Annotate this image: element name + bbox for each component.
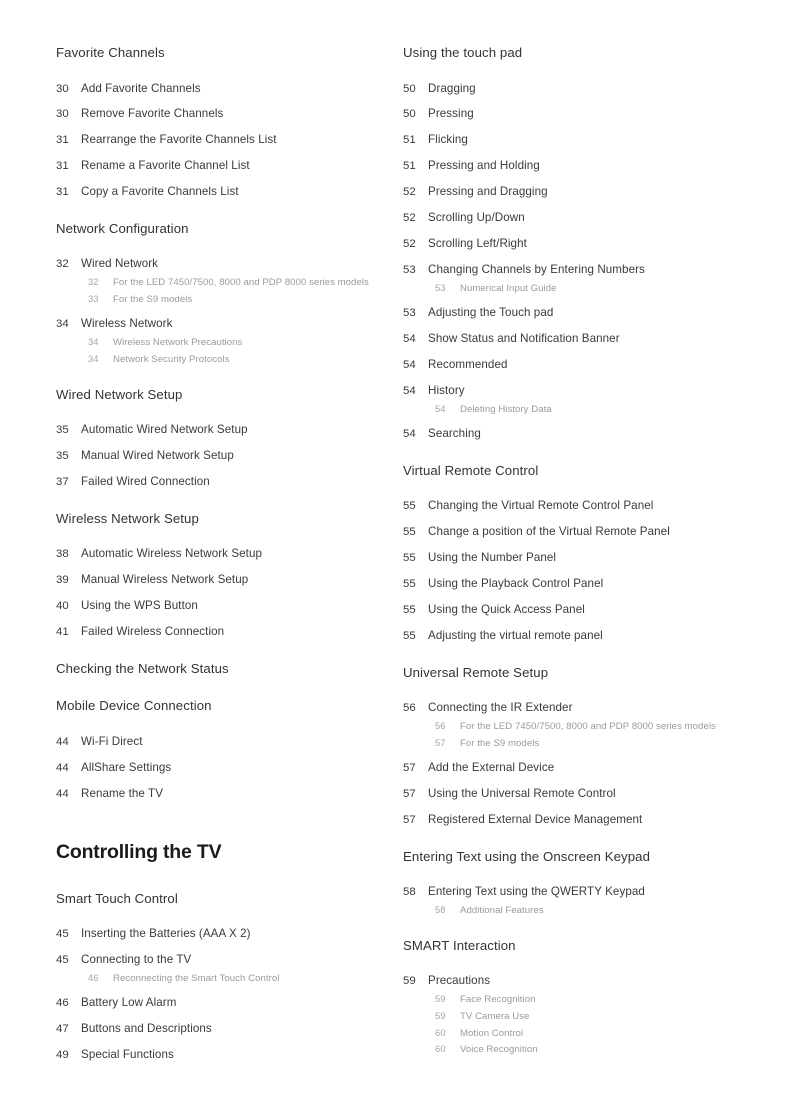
spacer [56, 200, 403, 221]
toc-entry-page-number: 45 [56, 928, 69, 941]
toc-entry-label: Manual Wired Network Setup [81, 449, 234, 463]
toc-entry-label: Wi-Fi Direct [81, 734, 143, 748]
toc-entry-page-number: 35 [56, 450, 69, 463]
toc-entry-label: Using the Universal Remote Control [428, 787, 616, 801]
toc-entry[interactable] [403, 629, 750, 643]
spacer [403, 865, 750, 885]
toc-entry[interactable] [403, 332, 750, 346]
spacer [403, 416, 750, 428]
toc-subentry-page-number: 53 [435, 281, 446, 293]
toc-entry-page-number: 30 [56, 82, 69, 95]
toc-subentry-page-number: 58 [435, 903, 446, 915]
spacer [56, 801, 403, 841]
section-heading-wired-network-setup: Wired Network Setup [56, 386, 183, 402]
toc-entry-page-number: 54 [403, 428, 416, 441]
toc-entry-label: Special Functions [81, 1047, 174, 1061]
toc-entry[interactable] [56, 423, 403, 437]
toc-column-right [403, 45, 750, 1056]
spacer [56, 1036, 403, 1048]
spacer [403, 681, 750, 701]
toc-subentry[interactable] [88, 336, 403, 349]
toc-entry-label: Using the Quick Access Panel [428, 603, 585, 617]
toc-subentry-page-number: 60 [435, 1026, 446, 1038]
toc-entry-page-number: 56 [403, 702, 416, 715]
spacer [56, 865, 403, 891]
toc-subentry-label: For the S9 models [460, 737, 540, 749]
toc-subentry-label: Numerical Input Guide [460, 282, 557, 294]
toc-entry-label: Remove Favorite Channels [81, 107, 224, 121]
toc-subentry[interactable] [435, 993, 750, 1006]
toc-entry-page-number: 54 [403, 333, 416, 346]
toc-entry[interactable] [403, 813, 750, 827]
spacer [56, 490, 403, 511]
toc-entry-label: Connecting to the TV [81, 953, 192, 967]
spacer [56, 942, 403, 954]
spacer [56, 96, 403, 108]
toc-subentry-label: Deleting History Data [460, 403, 552, 415]
toc-entry-page-number: 55 [403, 604, 416, 617]
toc-entry-label: Registered External Device Management [428, 813, 643, 827]
toc-entry-label: Copy a Favorite Channels List [81, 185, 239, 199]
toc-entry-page-number: 57 [403, 814, 416, 827]
toc-entry-label: Changing Channels by Entering Numbers [428, 263, 645, 277]
toc-entry-page-number: 31 [56, 186, 69, 199]
toc-entry[interactable] [403, 525, 750, 539]
spacer [403, 776, 750, 788]
toc-entry[interactable] [403, 263, 750, 277]
spacer [56, 62, 403, 82]
toc-entry[interactable] [403, 787, 750, 801]
spacer [403, 566, 750, 578]
toc-entry[interactable] [56, 257, 403, 271]
spacer [403, 148, 750, 160]
spacer [56, 527, 403, 547]
spacer [403, 540, 750, 552]
toc-subentry-page-number: 34 [88, 352, 99, 364]
toc-entry-page-number: 39 [56, 574, 69, 587]
toc-entry-page-number: 47 [56, 1023, 69, 1035]
toc-entry[interactable] [56, 547, 403, 561]
toc-entry[interactable] [403, 159, 750, 173]
toc-entry[interactable] [403, 974, 750, 988]
toc-entry-page-number: 49 [56, 1048, 69, 1061]
toc-entry-page-number: 55 [403, 552, 416, 565]
toc-subentry[interactable] [435, 1010, 750, 1023]
toc-entry-page-number: 38 [56, 548, 69, 561]
toc-entry-page-number: 50 [403, 108, 416, 121]
toc-entry-label: Using the Playback Control Panel [428, 577, 604, 591]
toc-entry-label: Rearrange the Favorite Channels List [81, 133, 277, 147]
toc-subentry-page-number: 54 [435, 402, 446, 414]
spacer [56, 148, 403, 160]
toc-entry-page-number: 30 [56, 108, 69, 121]
toc-entry[interactable] [403, 82, 750, 96]
toc-entry[interactable] [56, 599, 403, 613]
toc-subentry-page-number: 60 [435, 1043, 446, 1055]
toc-columns [56, 45, 751, 1062]
toc-subentry-page-number: 34 [88, 335, 99, 347]
toc-entry-page-number: 50 [403, 82, 416, 95]
spacer [56, 174, 403, 186]
spacer [56, 907, 403, 927]
toc-entry[interactable] [56, 185, 403, 199]
toc-entry-page-number: 34 [56, 318, 69, 331]
section-heading-entering-text-using-the-onscreen-keypad: Entering Text using the Onscreen Keypad [403, 848, 651, 864]
toc-entry[interactable] [403, 133, 750, 147]
toc-entry-label: Using the WPS Button [81, 599, 198, 613]
toc-entry[interactable] [403, 306, 750, 320]
toc-subentry-page-number: 56 [435, 719, 446, 731]
toc-entry-label: Using the Number Panel [428, 551, 557, 565]
toc-entry-label: Show Status and Notification Banner [428, 332, 620, 346]
toc-entry-label: Change a position of the Virtual Remote Panel [428, 525, 670, 539]
toc-entry-page-number: 58 [403, 886, 416, 899]
toc-entry-page-number: 52 [403, 238, 416, 251]
toc-subentry[interactable] [88, 972, 403, 985]
toc-subentry[interactable] [435, 403, 750, 416]
spacer [56, 122, 403, 134]
toc-entry-label: Dragging [428, 81, 476, 95]
toc-entry[interactable] [56, 107, 403, 121]
spacer [56, 562, 403, 574]
section-heading-checking-the-network-status: Checking the Network Status [56, 660, 229, 676]
toc-subentry[interactable] [435, 1043, 750, 1056]
toc-entry-label: Battery Low Alarm [81, 996, 177, 1010]
spacer [56, 237, 403, 257]
toc-subentry-label: For the LED 7450/7500, 8000 and PDP 8000 series models [460, 720, 716, 732]
toc-column-left [56, 45, 403, 1062]
toc-entry[interactable] [56, 1022, 403, 1036]
toc-entry[interactable] [56, 761, 403, 775]
toc-entry[interactable] [403, 551, 750, 565]
spacer [403, 618, 750, 630]
toc-entry-label: Adjusting the Touch pad [428, 306, 554, 320]
spacer [56, 749, 403, 761]
toc-subentry[interactable] [435, 282, 750, 295]
toc-entry-page-number: 44 [56, 787, 69, 800]
toc-entry[interactable] [56, 927, 403, 941]
toc-entry-page-number: 46 [56, 997, 69, 1010]
toc-entry-label: Adjusting the virtual remote panel [428, 629, 603, 643]
toc-entry[interactable] [56, 475, 403, 489]
toc-entry-page-number: 57 [403, 762, 416, 775]
toc-entry[interactable] [56, 82, 403, 96]
toc-entry[interactable] [403, 384, 750, 398]
toc-entry-page-number: 31 [56, 160, 69, 173]
spacer [403, 750, 750, 762]
toc-subentry-page-number: 46 [88, 971, 99, 983]
spacer [56, 677, 403, 698]
spacer [403, 479, 750, 499]
toc-entry-page-number: 44 [56, 761, 69, 774]
toc-subentry[interactable] [435, 1027, 750, 1040]
spacer [56, 306, 403, 318]
toc-entry-page-number: 52 [403, 186, 416, 199]
toc-entry[interactable] [56, 449, 403, 463]
toc-entry[interactable] [56, 573, 403, 587]
section-heading-smart-interaction: SMART Interaction [403, 937, 516, 953]
toc-entry[interactable] [403, 577, 750, 591]
spacer [56, 614, 403, 626]
toc-entry[interactable] [403, 761, 750, 775]
section-heading-mobile-device-connection: Mobile Device Connection [56, 698, 212, 714]
toc-subentry[interactable] [435, 720, 750, 733]
toc-entry-label: Searching [428, 427, 481, 441]
toc-entry-page-number: 54 [403, 359, 416, 372]
toc-entry-label: Rename the TV [81, 786, 164, 800]
toc-entry-page-number: 53 [403, 264, 416, 277]
toc-entry-page-number: 54 [403, 385, 416, 398]
toc-entry-label: Pressing and Dragging [428, 185, 548, 199]
toc-entry-page-number: 44 [56, 735, 69, 748]
spacer [403, 954, 750, 974]
toc-subentry-page-number: 32 [88, 275, 99, 287]
toc-subentry-label: Additional Features [460, 904, 544, 916]
spacer [56, 403, 403, 423]
spacer [403, 442, 750, 463]
section-heading-using-the-touch-pad: Using the touch pad [403, 45, 523, 60]
spacer [403, 592, 750, 604]
toc-entry-label: Failed Wired Connection [81, 475, 210, 489]
toc-subentry[interactable] [88, 293, 403, 306]
toc-entry[interactable] [403, 358, 750, 372]
spacer [403, 96, 750, 108]
spacer [56, 985, 403, 997]
toc-entry-page-number: 31 [56, 134, 69, 147]
spacer [56, 366, 403, 387]
toc-entry-page-number: 53 [403, 307, 416, 320]
spacer [56, 775, 403, 787]
toc-entry-label: History [428, 384, 465, 398]
toc-entry[interactable] [403, 107, 750, 121]
toc-entry[interactable] [56, 996, 403, 1010]
toc-entry-page-number: 52 [403, 212, 416, 225]
spacer [403, 62, 750, 82]
toc-subentry-label: For the LED 7450/7500, 8000 and PDP 8000 series models [113, 276, 369, 288]
toc-entry[interactable] [56, 133, 403, 147]
spacer [403, 373, 750, 385]
spacer [403, 828, 750, 849]
toc-entry-label: Wired Network [81, 257, 159, 271]
toc-entry-page-number: 55 [403, 578, 416, 591]
toc-entry-page-number: 55 [403, 630, 416, 643]
toc-entry[interactable] [56, 159, 403, 173]
toc-entry-page-number: 57 [403, 788, 416, 801]
toc-entry[interactable] [403, 885, 750, 899]
toc-subentry-label: Wireless Network Precautions [113, 336, 243, 348]
toc-entry[interactable] [56, 787, 403, 801]
toc-subentry-page-number: 33 [88, 292, 99, 304]
toc-entry-label: AllShare Settings [81, 760, 172, 774]
spacer [403, 644, 750, 665]
section-heading-virtual-remote-control: Virtual Remote Control [403, 462, 539, 478]
toc-entry[interactable] [403, 499, 750, 513]
toc-entry-page-number: 59 [403, 975, 416, 988]
toc-entry-page-number: 40 [56, 600, 69, 613]
toc-subentry-label: Network Security Protocols [113, 353, 230, 365]
spacer [56, 464, 403, 476]
toc-subentry-page-number: 57 [435, 736, 446, 748]
toc-entry-label: Pressing [428, 107, 474, 121]
toc-entry-label: Manual Wireless Network Setup [81, 573, 249, 587]
spacer [403, 917, 750, 938]
toc-entry[interactable] [403, 211, 750, 225]
toc-entry-page-number: 41 [56, 626, 69, 639]
spacer [56, 588, 403, 600]
toc-entry-label: Connecting the IR Extender [428, 701, 573, 715]
toc-subentry-label: Voice Recognition [460, 1044, 538, 1056]
chapter-title-controlling-the-tv: Controlling the TV [56, 841, 222, 864]
toc-subentry[interactable] [88, 276, 403, 289]
toc-entry-label: Automatic Wireless Network Setup [81, 547, 263, 561]
toc-entry-label: Buttons and Descriptions [81, 1022, 212, 1035]
toc-entry[interactable] [403, 427, 750, 441]
toc-entry-label: Failed Wireless Connection [81, 625, 225, 639]
spacer [403, 174, 750, 186]
toc-entry-label: Wireless Network [81, 317, 173, 331]
toc-entry-page-number: 51 [403, 134, 416, 147]
spacer [56, 1011, 403, 1023]
toc-subentry-label: Reconnecting the Smart Touch Control [113, 972, 280, 984]
spacer [403, 200, 750, 212]
spacer [403, 802, 750, 814]
toc-entry-page-number: 55 [403, 500, 416, 513]
toc-entry-label: Add Favorite Channels [81, 81, 201, 95]
toc-subentry[interactable] [435, 904, 750, 917]
toc-subentry[interactable] [88, 353, 403, 366]
toc-entry-label: Pressing and Holding [428, 159, 540, 173]
toc-entry-label: Inserting the Batteries (AAA X 2) [81, 927, 251, 941]
toc-entry[interactable] [56, 735, 403, 749]
spacer [403, 514, 750, 526]
toc-entry-label: Rename a Favorite Channel List [81, 159, 250, 173]
spacer [403, 226, 750, 238]
section-heading-universal-remote-setup: Universal Remote Setup [403, 664, 549, 680]
toc-entry[interactable] [56, 317, 403, 331]
toc-subentry[interactable] [435, 737, 750, 750]
toc-entry-page-number: 32 [56, 258, 69, 271]
spacer [403, 252, 750, 264]
section-heading-smart-touch-control: Smart Touch Control [56, 890, 178, 906]
toc-entry-page-number: 35 [56, 424, 69, 437]
toc-entry-page-number: 55 [403, 526, 416, 539]
spacer [56, 715, 403, 735]
spacer [403, 295, 750, 307]
toc-entry-label: Scrolling Left/Right [428, 237, 527, 251]
toc-entry-label: Add the External Device [428, 761, 555, 775]
toc-entry-label: Changing the Virtual Remote Control Panel [428, 499, 654, 513]
section-heading-favorite-channels: Favorite Channels [56, 45, 165, 60]
toc-entry[interactable] [56, 953, 403, 967]
toc-entry-label: Entering Text using the QWERTY Keypad [428, 885, 645, 899]
spacer [56, 438, 403, 450]
toc-subentry-page-number: 59 [435, 992, 446, 1004]
toc-entry-label: Precautions [428, 974, 491, 988]
toc-subentry-label: For the S9 models [113, 293, 193, 305]
toc-entry-label: Recommended [428, 358, 508, 372]
toc-entry[interactable] [403, 701, 750, 715]
toc-entry[interactable] [403, 603, 750, 617]
toc-entry[interactable] [403, 185, 750, 199]
section-heading-network-configuration: Network Configuration [56, 220, 189, 236]
toc-entry-label: Automatic Wired Network Setup [81, 423, 248, 437]
toc-entry-page-number: 37 [56, 476, 69, 489]
toc-entry[interactable] [56, 1048, 403, 1062]
toc-entry-page-number: 45 [56, 954, 69, 967]
toc-subentry-label: Face Recognition [460, 993, 536, 1005]
section-heading-wireless-network-setup: Wireless Network Setup [56, 510, 199, 526]
spacer [403, 347, 750, 359]
toc-entry-label: Scrolling Up/Down [428, 211, 525, 225]
spacer [403, 122, 750, 134]
spacer [56, 640, 403, 661]
toc-subentry-label: Motion Control [460, 1027, 524, 1039]
toc-entry[interactable] [56, 625, 403, 639]
toc-entry-page-number: 51 [403, 160, 416, 173]
toc-subentry-label: TV Camera Use [460, 1010, 530, 1022]
spacer [403, 321, 750, 333]
toc-entry-label: Flicking [428, 133, 468, 147]
toc-entry[interactable] [403, 237, 750, 251]
toc-subentry-page-number: 59 [435, 1009, 446, 1021]
